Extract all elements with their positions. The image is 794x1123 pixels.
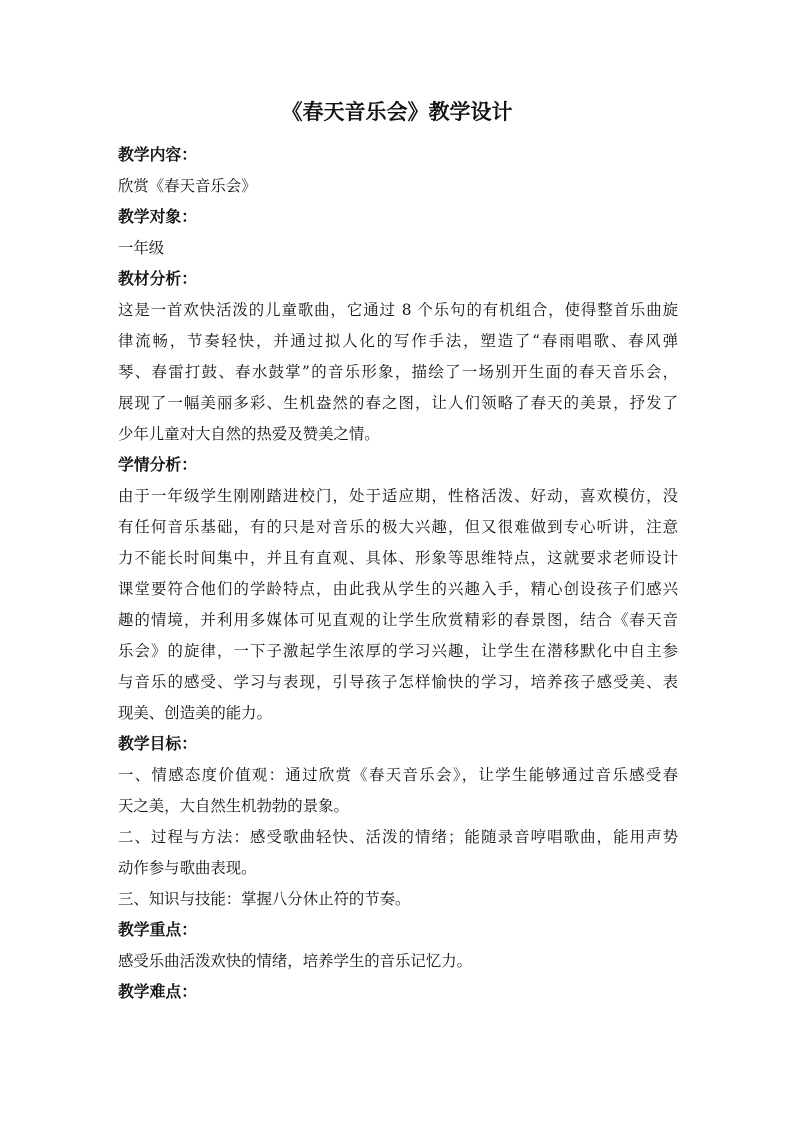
goals-line: 三、知识与技能：掌握八分休止符的节奏。 [118, 890, 411, 908]
key-points-line: 感受乐曲活泼欢快的情绪，培养学生的音乐记忆力。 [118, 952, 472, 970]
students-line: 与音乐的感受、学习与表现，引导孩子怎样愉快的学习，培养孩子感受美、表 [118, 673, 678, 691]
material-line: 琴、春雷打鼓、春水鼓掌”的音乐形象，描绘了一场别开生面的春天音乐会， [118, 363, 678, 381]
section-heading-difficulties: 教学难点： [118, 982, 197, 1001]
goals-line: 一、情感态度价值观：通过欣赏《春天音乐会》，让学生能够通过音乐感受春 [118, 766, 678, 784]
goals-line: 二、过程与方法：感受歌曲轻快、活泼的情绪；能随录音哼唱歌曲，能用声势 [118, 828, 678, 846]
section-heading-material: 教材分析： [118, 269, 197, 288]
students-line: 由于一年级学生刚刚踏进校门，处于适应期，性格活泼、好动，喜欢模仿，没 [118, 487, 678, 505]
students-line: 乐会》的旋律，一下子激起学生浓厚的学习兴趣，让学生在潜移默化中自主参 [118, 642, 678, 660]
material-line: 这是一首欢快活泼的儿童歌曲，它通过 8 个乐句的有机组合，使得整首乐曲旋 [118, 301, 678, 319]
section-heading-key-points: 教学重点： [118, 920, 197, 939]
material-line: 律流畅，节奏轻快，并通过拟人化的写作手法，塑造了“春雨唱歌、春风弹 [118, 332, 678, 350]
students-line: 力不能长时间集中，并且有直观、具体、形象等思维特点，这就要求老师设计 [118, 549, 678, 567]
section-heading-audience: 教学对象： [118, 207, 197, 226]
students-line: 趣的情境，并利用多媒体可见直观的让学生欣赏精彩的春景图，结合《春天音 [118, 611, 678, 629]
students-line: 有任何音乐基础，有的只是对音乐的极大兴趣，但又很难做到专心听讲，注意 [118, 518, 678, 536]
content-line: 欣赏《春天音乐会》 [118, 177, 257, 195]
material-line: 少年儿童对大自然的热爱及赞美之情。 [118, 425, 380, 443]
document-title: 《春天音乐会》教学设计 [281, 99, 513, 124]
students-line: 现美、创造美的能力。 [118, 704, 272, 722]
section-heading-content: 教学内容： [118, 145, 197, 164]
audience-line: 一年级 [118, 239, 165, 257]
students-line: 课堂要符合他们的学龄特点，由此我从学生的兴趣入手，精心创设孩子们感兴 [118, 580, 678, 598]
section-heading-goals: 教学目标： [118, 734, 197, 753]
material-line: 展现了一幅美丽多彩、生机盎然的春之图，让人们领略了春天的美景，抒发了 [118, 394, 678, 412]
goals-line: 天之美，大自然生机勃勃的景象。 [118, 797, 349, 815]
section-heading-students: 学情分析： [118, 455, 197, 474]
goals-line: 动作参与歌曲表现。 [118, 859, 257, 877]
